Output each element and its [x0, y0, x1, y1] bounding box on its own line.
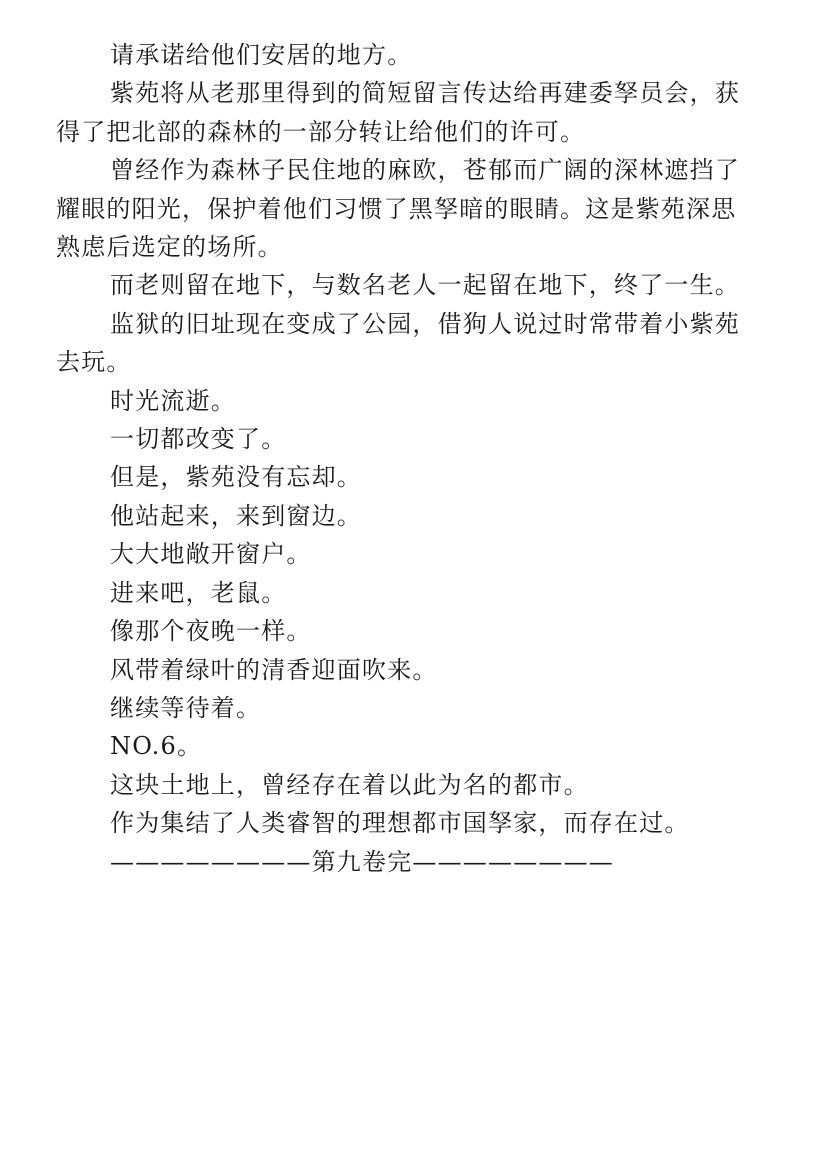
paragraph: 曾经作为森林子民住地的麻欧，苍郁而广阔的深林遮挡了耀眼的阳光，保护着他们习惯了黑孥暗的眼睛。这是紫苑深思熟虑后选定的场所。: [56, 156, 740, 262]
paragraph: 他站起来，来到窗边。: [110, 501, 362, 530]
paragraph: 一切都改变了。: [110, 425, 287, 454]
paragraph: 作为集结了人类睿智的理想都市国孥家，而存在过。: [110, 809, 690, 838]
paragraph: 而老则留在地下，与数名老人一起留在地下，终了一生。: [110, 271, 740, 300]
paragraph: 紫苑将从老那里得到的简短留言传达给再建委孥员会，获得了把北部的森林的一部分转让给他们的许可。: [56, 79, 740, 146]
paragraph: NO.6。: [110, 732, 203, 761]
paragraph: 但是，紫苑没有忘却。: [110, 463, 362, 492]
paragraph: 监狱的旧址现在变成了公园，借狗人说过时常带着小紫苑去玩。: [56, 309, 740, 377]
paragraph: 继续等待着。: [110, 693, 262, 722]
paragraph: 风带着绿叶的清香迎面吹来。: [110, 655, 438, 684]
volume-end-line: ————————第九卷完————————: [110, 847, 614, 876]
document-page: [56, 36, 756, 881]
paragraph: 时光流逝。: [110, 386, 236, 415]
paragraph: 大大地敞开窗户。: [110, 540, 312, 569]
paragraph: 像那个夜晚一样。: [110, 617, 312, 646]
paragraph: 进来吧，老鼠。: [110, 578, 287, 607]
paragraph: 这块土地上，曾经存在着以此为名的都市。: [110, 770, 589, 799]
paragraph: 请承诺给他们安居的地方。: [110, 41, 413, 69]
